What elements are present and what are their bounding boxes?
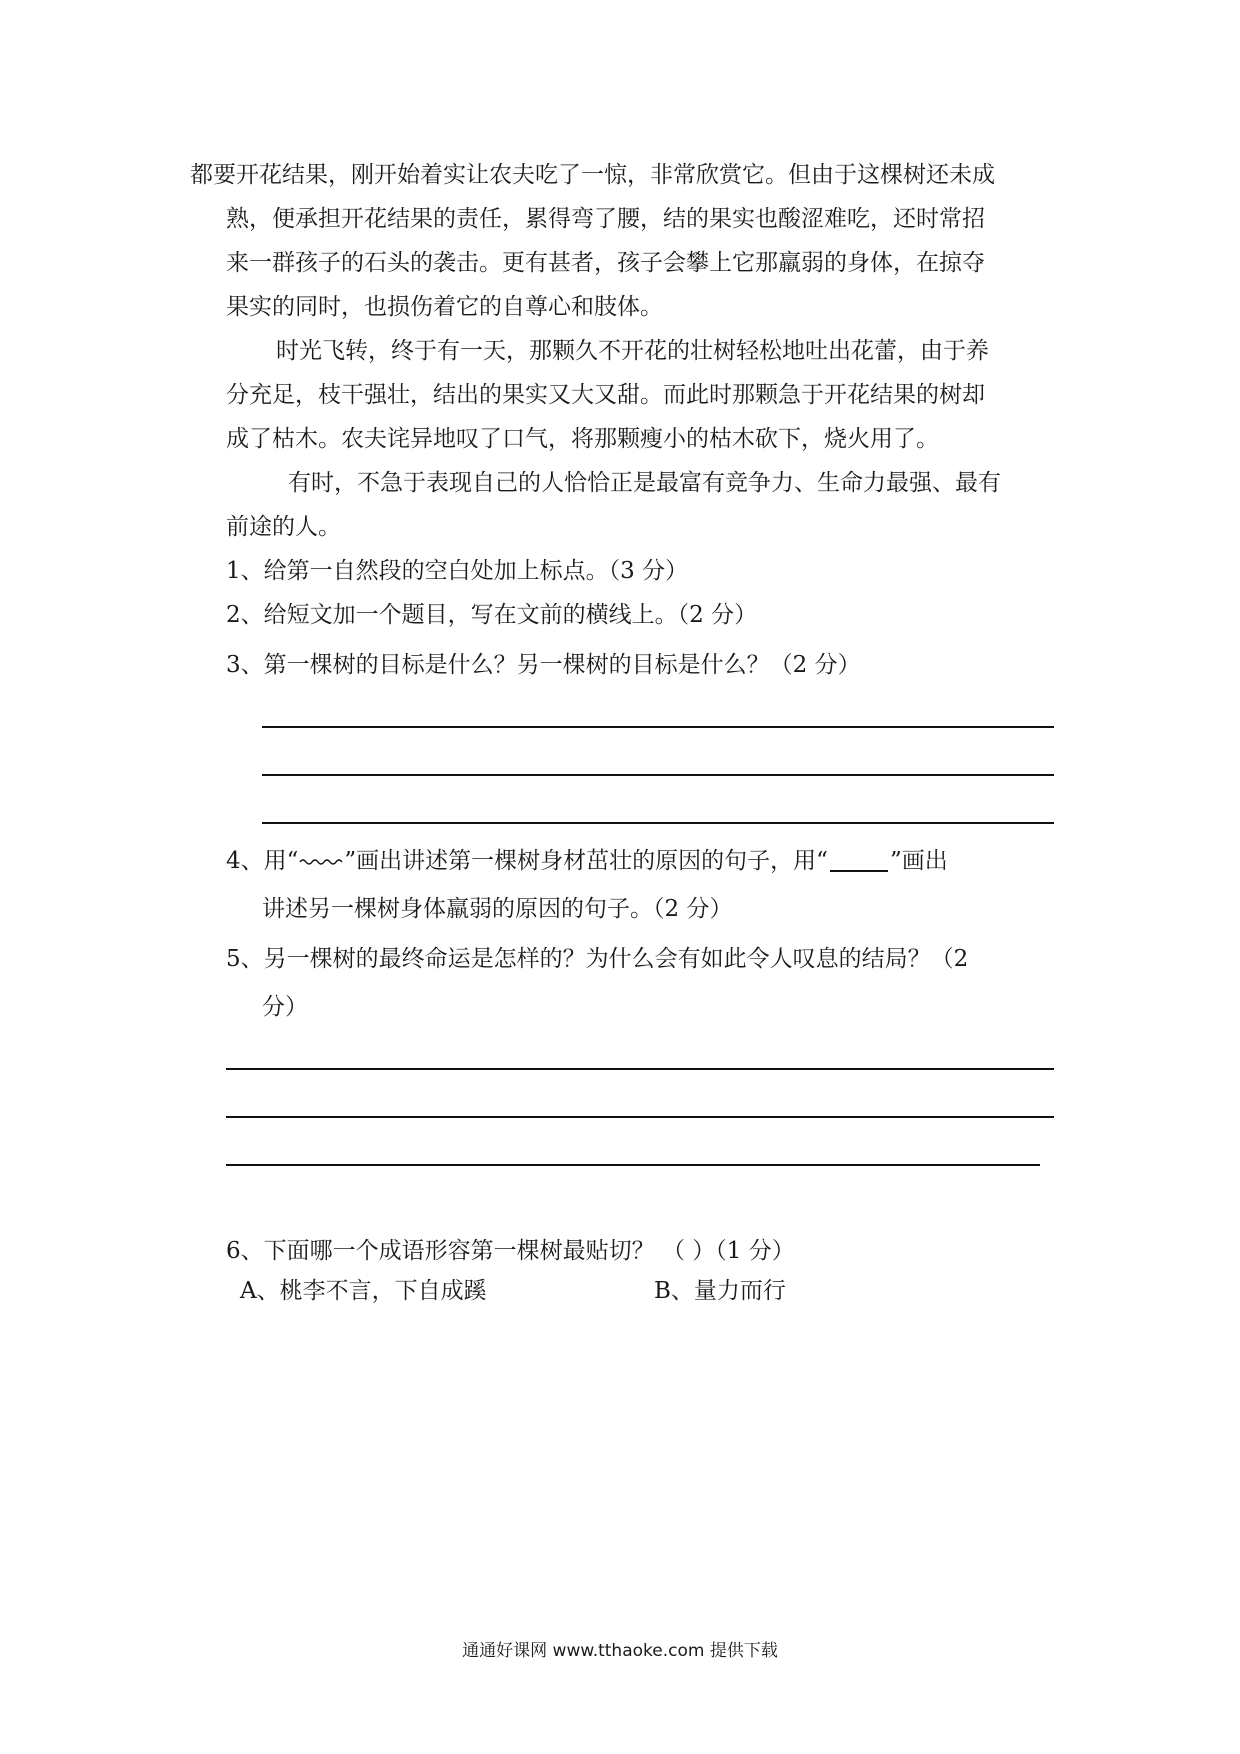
- option-b[interactable]: B、量力而行: [654, 1278, 786, 1304]
- question-5-line-2: 分）: [262, 994, 308, 1020]
- answer-line[interactable]: [226, 1116, 1054, 1118]
- answer-line[interactable]: [226, 1068, 1054, 1070]
- passage-line: 来一群孩子的石头的袭击。更有甚者，孩子会攀上它那羸弱的身体，在掠夺: [226, 250, 985, 276]
- question-4-middle: ”画出讲述第一棵树身材茁壮的原因的句子，用“: [344, 848, 828, 874]
- question-4-prefix: 4、用“: [226, 848, 299, 874]
- question-5: 5、另一棵树的最终命运是怎样的？为什么会有如此令人叹息的结局？（2: [226, 946, 969, 972]
- answer-line[interactable]: [262, 774, 1054, 776]
- question-1: 1、给第一自然段的空白处加上标点。（3 分）: [226, 558, 689, 584]
- wavy-underline-icon: [299, 858, 343, 866]
- passage-line: 成了枯木。农夫诧异地叹了口气，将那颗瘦小的枯木砍下，烧火用了。: [226, 426, 939, 452]
- question-4: [226, 846, 948, 876]
- passage-line: 熟，便承担开花结果的责任，累得弯了腰，结的果实也酸涩难吃，还时常招: [226, 206, 985, 232]
- passage-line: 有时，不急于表现自己的人恰恰正是最富有竞争力、生命力最强、最有: [288, 470, 1001, 496]
- answer-line[interactable]: [262, 726, 1054, 728]
- answer-line[interactable]: [226, 1164, 1040, 1166]
- passage-line: 分充足，枝干强壮，结出的果实又大又甜。而此时那颗急于开花结果的树却: [226, 382, 985, 408]
- question-3: 3、第一棵树的目标是什么？另一棵树的目标是什么？（2 分）: [226, 652, 861, 678]
- straight-underline-icon: [830, 852, 888, 872]
- question-6: 6、下面哪一个成语形容第一棵树最贴切？ （ ）（1 分）: [226, 1238, 795, 1264]
- question-2: 2、给短文加一个题目，写在文前的横线上。（2 分）: [226, 602, 758, 628]
- passage-line: 果实的同时，也损伤着它的自尊心和肢体。: [226, 294, 663, 320]
- passage-line: 前途的人。: [226, 514, 341, 540]
- question-4-suffix: ”画出: [889, 848, 948, 874]
- footer-text: 通通好课网 www.tthaoke.com 提供下载: [462, 1641, 778, 1661]
- option-a[interactable]: A、桃李不言，下自成蹊: [240, 1278, 487, 1304]
- answer-line[interactable]: [262, 822, 1054, 824]
- passage-line: 都要开花结果，刚开始着实让农夫吃了一惊，非常欣赏它。但由于这棵树还未成: [190, 162, 995, 188]
- question-4-line-2: 讲述另一棵树身体羸弱的原因的句子。（2 分）: [262, 896, 733, 922]
- passage-line: 时光飞转，终于有一天，那颗久不开花的壮树轻松地吐出花蕾，由于养: [276, 338, 989, 364]
